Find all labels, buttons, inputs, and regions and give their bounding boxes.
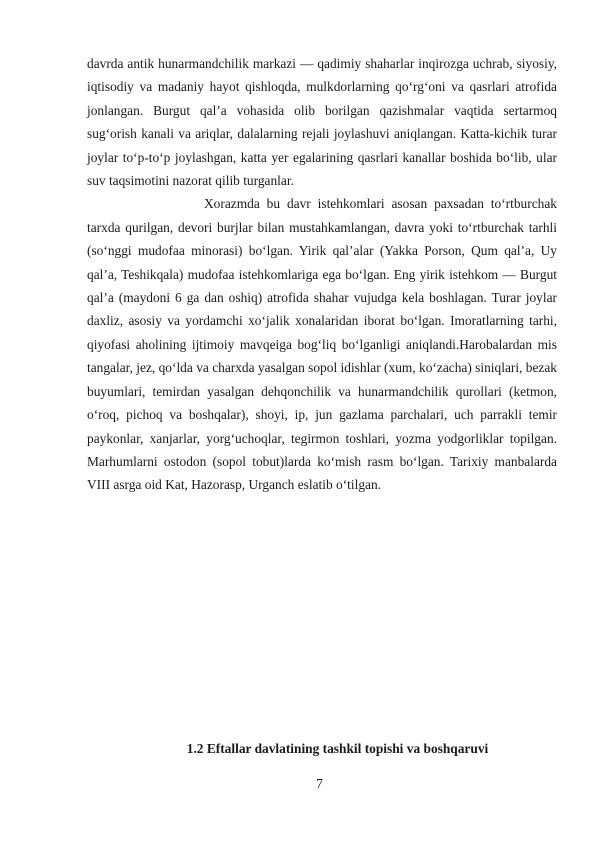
paragraph-xorazm-fortifications: Xorazmda bu davr istehkomlari asosan paxsadan to‘rtburchak tarxda qurilgan, devori burjlar bilan mustahkamlangan, davra yoki to‘rtburchak tarhli (so‘nggi mudofaa minorasi) bo‘lgan. Yirik qal’alar (Yakka Porson, Qum qal’a, Uy qal’a, Teshikqala) mudofaa istehkomlariga ega bo‘lgan. Eng yirik istehkom — Burgut qal’a (maydoni 6 ga dan oshiq) atrofida shahar vujudga kela boshlagan. Turar joylar daxliz, asosiy va yordamchi xo‘jalik xonalaridan iborat bo‘lgan. Imoratlarning tarhi, qiyofasi aholining ijtimoiy mavqeiga bog‘liq bo‘lganligi aniqlandi.Harobalardan mis tangalar, jez, qo‘lda va charxda yasalgan sopol idishlar (xum, ko‘zacha) siniqlari, bezak buyumlari, temirdan yasalgan dehqonchilik va hunarmandchilik qurollari (ketmon, o‘roq, pichoq va boshqalar), shoyi, ip, jun gazlama parchalari, uch parrakli temir paykonlar, xanjarlar, yorg‘uchoqlar, tegirmon toshlari, yozma yodgorliklar topilgan. Marhumlarni ostodon (sopol tobut)larda ko‘mish rasm bo‘lgan. Tarixiy manbalarda VIII asrga oid Kat, Hazorasp, Urganch eslatib o‘tilgan.	[87, 196, 557, 493]
section-heading: 1.2 Eftallar davlatining tashkil topishi va boshqaruvi	[186, 741, 489, 756]
body-text	[87, 52, 557, 497]
page-number: 7	[316, 776, 323, 791]
paragraph-continuation: davrda antik hunarmandchilik markazi — qadimiy shaharlar inqirozga uchrab, siyosiy, iqtisodiy va madaniy hayot qishloqda, mulkdorlarning qo‘rg‘oni va qasrlari atrofida jonlangan. Burgut qal’a vohasida olib borilgan qazishmalar vaqtida sertarmoq sug‘orish kanali va ariqlar, dalalarning rejali joylashuvi aniqlangan. Katta-kichik turar joylar to‘p-to‘p joylashgan, katta yer egalarining qasrlari kanallar boshida bo‘lib, ular suv taqsimotini nazorat qilib turganlar.	[87, 56, 557, 189]
